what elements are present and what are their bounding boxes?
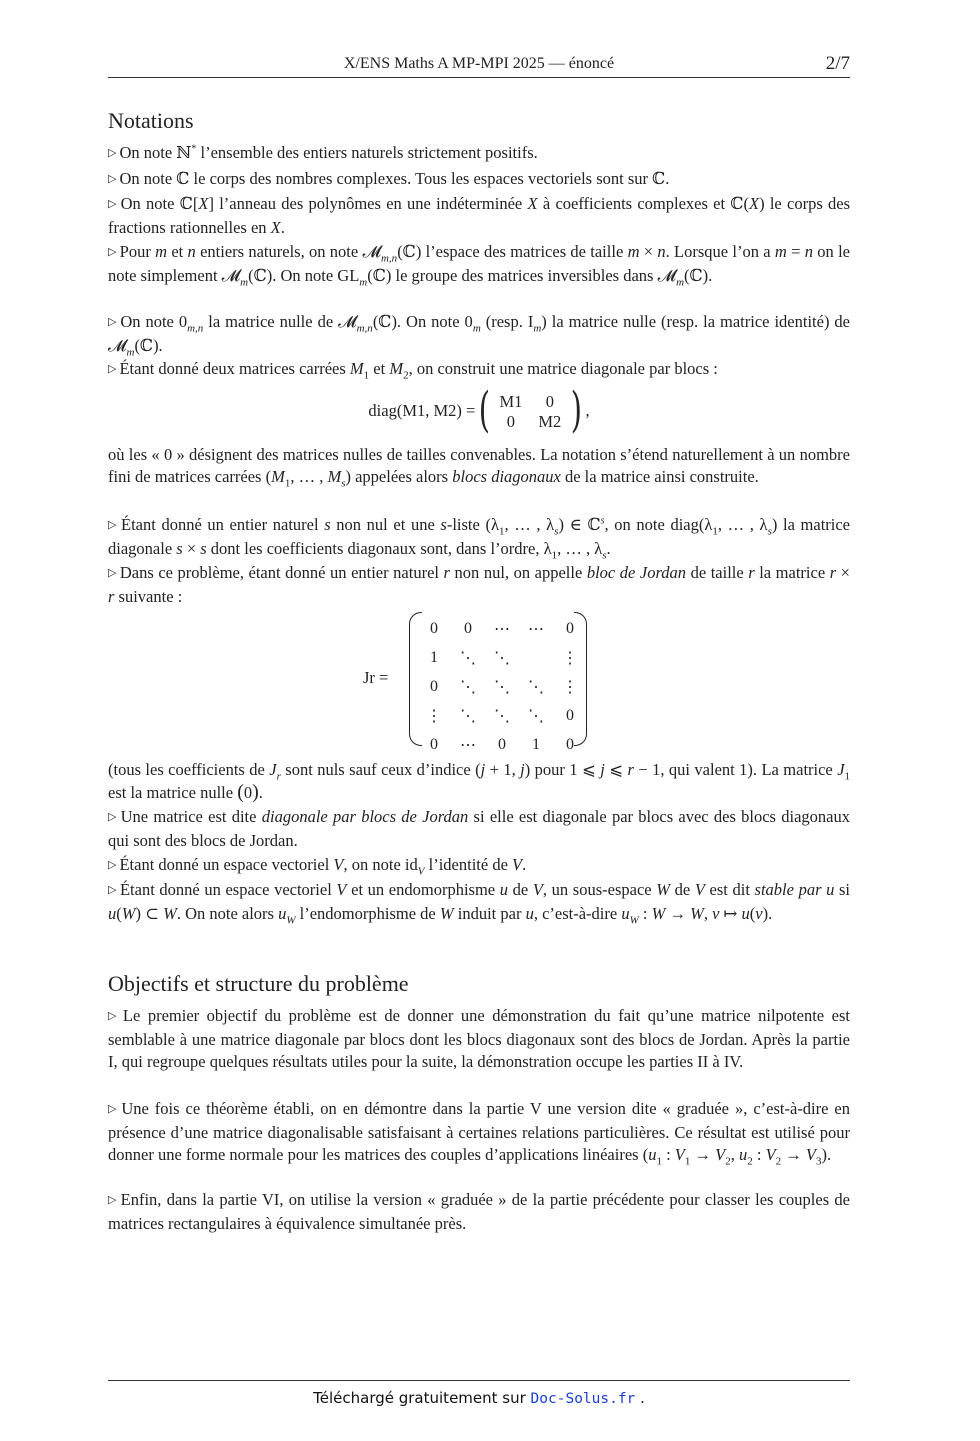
diag-formula-lhs: diag(M1, M2) = <box>368 400 476 420</box>
matrix-cell <box>519 643 553 672</box>
triangle-bullet-icon: ▷ <box>108 811 118 823</box>
matrix-cell: 0 <box>566 706 574 724</box>
jordan-matrix-table <box>417 614 587 759</box>
jordan-matrix <box>409 610 587 754</box>
diag-formula-tail: , <box>585 400 590 420</box>
notation-paragraph-7: où les « 0 » désignent des matrices nulles de tailles convenables. La notation s’étend naturellement à un nombre fini de matrices carrées ($M_1$, … , $M_s$) appelées alors blocs diagonaux de la matrice ainsi construite. <box>108 445 850 490</box>
matrix-cell: 0 <box>545 392 554 411</box>
matrix-cell: ⋱ <box>494 707 510 725</box>
notation-paragraph-10: (tous les coefficients de $J_r$ sont nuls sauf ceux d’indice (j + 1, j) pour 1 ⩽ j ⩽ r − 1, qui valent 1). La matrice $J_1$ est la matrice nulle (0). <box>108 760 851 803</box>
diag-formula <box>108 382 850 438</box>
matrix-cell: M1 <box>499 392 523 411</box>
matrix-cell: 0 <box>566 735 574 753</box>
triangle-bullet-icon: ▷ <box>108 1194 118 1206</box>
triangle-bullet-icon: ▷ <box>108 884 117 896</box>
matrix-cell: ⋱ <box>494 678 510 696</box>
triangle-bullet-icon: ▷ <box>108 1010 120 1022</box>
matrix-cell: ⋱ <box>494 649 510 667</box>
section-title-objectifs: Objectifs et structure du problème <box>108 971 409 996</box>
matrix-cell: M2 <box>538 412 562 431</box>
matrix-cell: 0 <box>498 735 506 753</box>
notation-paragraph-5: ▷ On note $0_{m,n}$ la matrice nulle de 𝓜$_{m,n}$(ℂ). On note $0_m$ (resp. $I_m$) la matrice nulle (resp. la matrice identité) de 𝓜$_m$(ℂ). <box>108 312 850 359</box>
matrix-cell: 0 <box>430 735 438 753</box>
triangle-bullet-icon: ▷ <box>108 363 117 375</box>
matrix-cell: ⋯ <box>460 736 476 754</box>
matrix-cell: ⋮ <box>562 649 578 667</box>
notation-paragraph-12: ▷ Étant donné un espace vectoriel V, on note $id_V$ l’identité de V. <box>108 855 527 878</box>
matrix-cell: ⋱ <box>460 649 476 667</box>
objectif-paragraph-1: ▷ Le premier objectif du problème est de donner une démonstration du fait qu’une matrice nilpotente est semblable à une matrice diagonale par blocs dont les blocs diagonaux sont des blocs de Jordan. Après la partie I, qui regroupe quelques résultats utiles pour la suite, la démonstration occupe les parties II à IV. <box>108 1006 850 1071</box>
triangle-bullet-icon: ▷ <box>108 246 117 258</box>
objectif-paragraph-3: ▷ Enfin, dans la partie VI, on utilise la version « graduée » de la partie précédente pour classer les couples de matrices rectangulaires à équivalence simultanée près. <box>108 1190 850 1233</box>
matrix-cell: 1 <box>532 735 540 753</box>
notation-paragraph-9: ▷ Dans ce problème, étant donné un entier naturel r non nul, on appelle bloc de Jordan de taille r la matrice r × r suivante : <box>108 563 850 606</box>
notation-paragraph-8: ▷ Étant donné un entier naturel s non nul et une s-liste ($\lambda_1$, … , $\lambda_s$) ∈ ℂ$^s$, on note $diag(\lambda_1$, … , $\lambda_s$) la matrice diagonale s × s dont les coefficients diagonaux sont, dans l’ordre, $\lambda_1$, … , $\lambda_s$. <box>108 515 850 562</box>
notation-paragraph-6: ▷ Étant donné deux matrices carrées $M_1$ et $M_2$, on construit une matrice diagonale par blocs : <box>108 359 718 382</box>
section-title-notations: Notations <box>108 108 194 133</box>
page-footer <box>108 1380 850 1407</box>
notation-paragraph-13: ▷ Étant donné un espace vectoriel V et un endomorphisme u de V, un sous-espace W de V est dit stable par u si u(W) ⊂ W. On note alors $u_W$ l’endomorphisme de W induit par u, c’est-à-dire $u_W$ : W → W, v ↦ u(v). <box>108 880 851 927</box>
page-header <box>108 55 850 78</box>
footer-text <box>108 1389 850 1407</box>
matrix-cell: ⋱ <box>528 707 544 725</box>
matrix-cell: ⋱ <box>528 678 544 696</box>
matrix-cell: ⋱ <box>460 707 476 725</box>
right-paren: ) <box>570 382 582 438</box>
footer-prefix: Téléchargé gratuitement sur <box>313 1389 531 1407</box>
triangle-bullet-icon: ▷ <box>108 147 117 159</box>
triangle-bullet-icon: ▷ <box>108 567 117 579</box>
matrix-cell: ⋯ <box>528 620 544 638</box>
notation-paragraph-1: ▷ On note ℕ* l’ensemble des entiers naturels strictement positifs. <box>108 143 538 162</box>
notation-paragraph-11: ▷ Une matrice est dite diagonale par blocs de Jordan si elle est diagonale par blocs avec des blocs diagonaux qui sont des blocs de Jordan. <box>108 807 850 850</box>
jordan-label: Jr = <box>363 668 389 687</box>
header-title: X/ENS Maths A MP-MPI 2025 — énoncé <box>343 55 615 72</box>
triangle-bullet-icon: ▷ <box>108 519 118 531</box>
notation-paragraph-2: ▷ On note ℂ le corps des nombres complexes. Tous les espaces vectoriels sont sur ℂ. <box>108 169 670 188</box>
triangle-bullet-icon: ▷ <box>108 1103 119 1115</box>
notation-paragraph-4: ▷ Pour m et n entiers naturels, on note 𝓜$_{m,n}$(ℂ) l’espace des matrices de taille m × n. Lorsque l’on a m = n on le note simplement 𝓜$_m$(ℂ). On note $GL_m(ℂ)$ le groupe des matrices inversibles dans 𝓜$_m$(ℂ). <box>108 242 850 289</box>
triangle-bullet-icon: ▷ <box>108 316 118 328</box>
triangle-bullet-icon: ▷ <box>108 198 118 210</box>
doc-solus-link[interactable]: Doc-Solus.fr <box>530 1391 636 1407</box>
matrix-cell: 0 <box>566 619 574 637</box>
matrix-cell: 0 <box>506 412 516 431</box>
matrix-cell: ⋮ <box>426 707 442 725</box>
matrix-cell: ⋱ <box>460 678 476 696</box>
objectif-paragraph-2: ▷ Une fois ce théorème établi, on en démontre dans la partie V une version dite « graduée », c’est-à-dire en présence d’une matrice diagonalisable satisfaisant à certaines relations particulières. Ce résultat est utilisé pour donner une forme normale pour les matrices des couples d’applications linéaires ($u_1$ : $V_1 \to V_2$, $u_2$ : $V_2 \to V_3$). <box>108 1099 850 1168</box>
triangle-bullet-icon: ▷ <box>108 173 117 185</box>
left-paren: ( <box>479 382 491 438</box>
matrix-cell: 0 <box>430 677 438 695</box>
matrix-cell: ⋮ <box>562 678 578 696</box>
triangle-bullet-icon: ▷ <box>108 859 117 871</box>
notation-paragraph-3: ▷ On note ℂ[X] l’anneau des polynômes en une indéterminée X à coefficients complexes et ℂ(X) le corps des fractions rationnelles en X. <box>108 194 851 237</box>
matrix-cell: ⋯ <box>494 620 510 638</box>
page-number: 2/7 <box>825 53 850 74</box>
footer-suffix: . <box>635 1389 645 1407</box>
matrix-cell: 0 <box>464 619 472 637</box>
diag-matrix <box>479 382 582 438</box>
matrix-cell: 0 <box>430 619 438 637</box>
matrix-cell: 1 <box>430 648 438 666</box>
